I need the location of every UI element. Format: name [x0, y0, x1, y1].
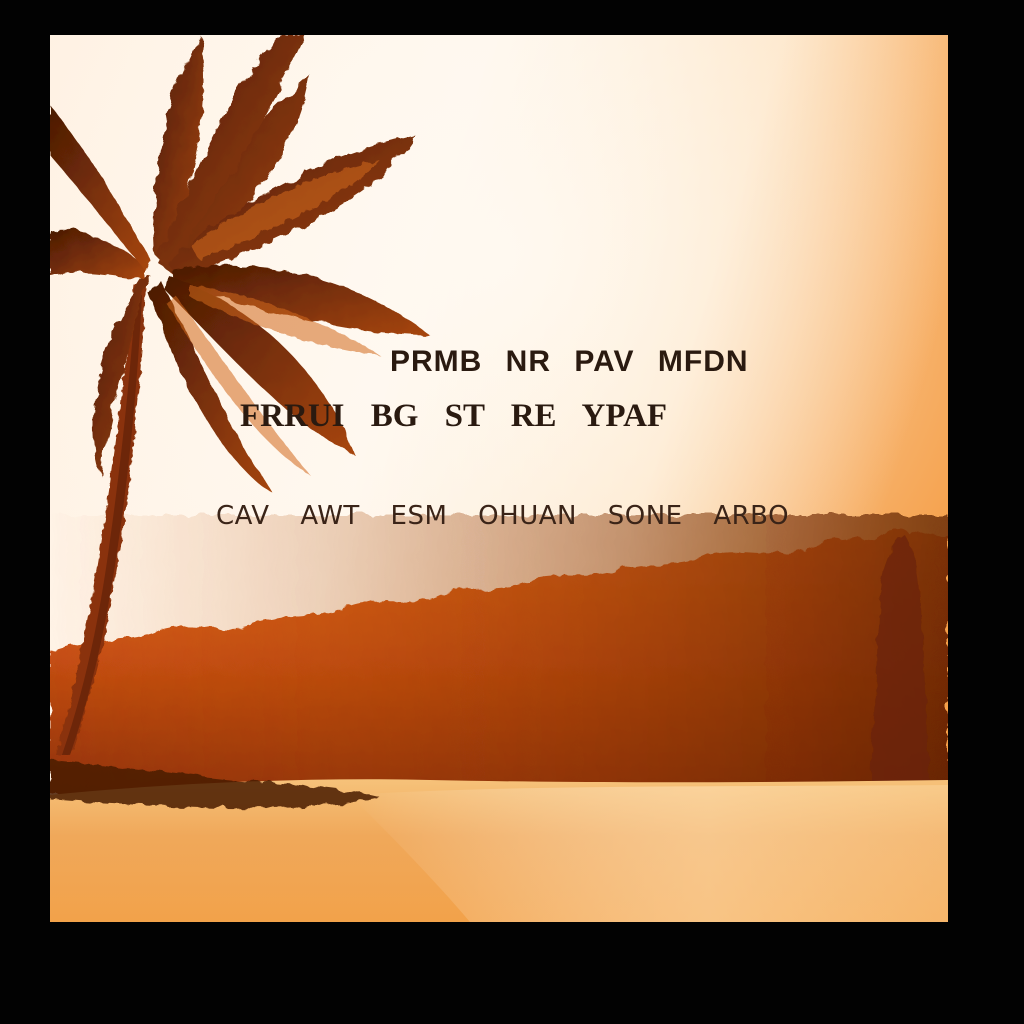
- tree-shadow: [50, 515, 948, 805]
- poster-title-line-2: FRRUI BG ST RE YPAF: [240, 398, 668, 434]
- poster-title-line-1: PRMB NR PAV MFDN: [390, 345, 749, 378]
- sunset-artwork: [50, 35, 948, 922]
- sunset-scene: [50, 35, 948, 922]
- poster-subtitle: CAV AWT ESM OHUAN SONE ARBO: [216, 501, 790, 531]
